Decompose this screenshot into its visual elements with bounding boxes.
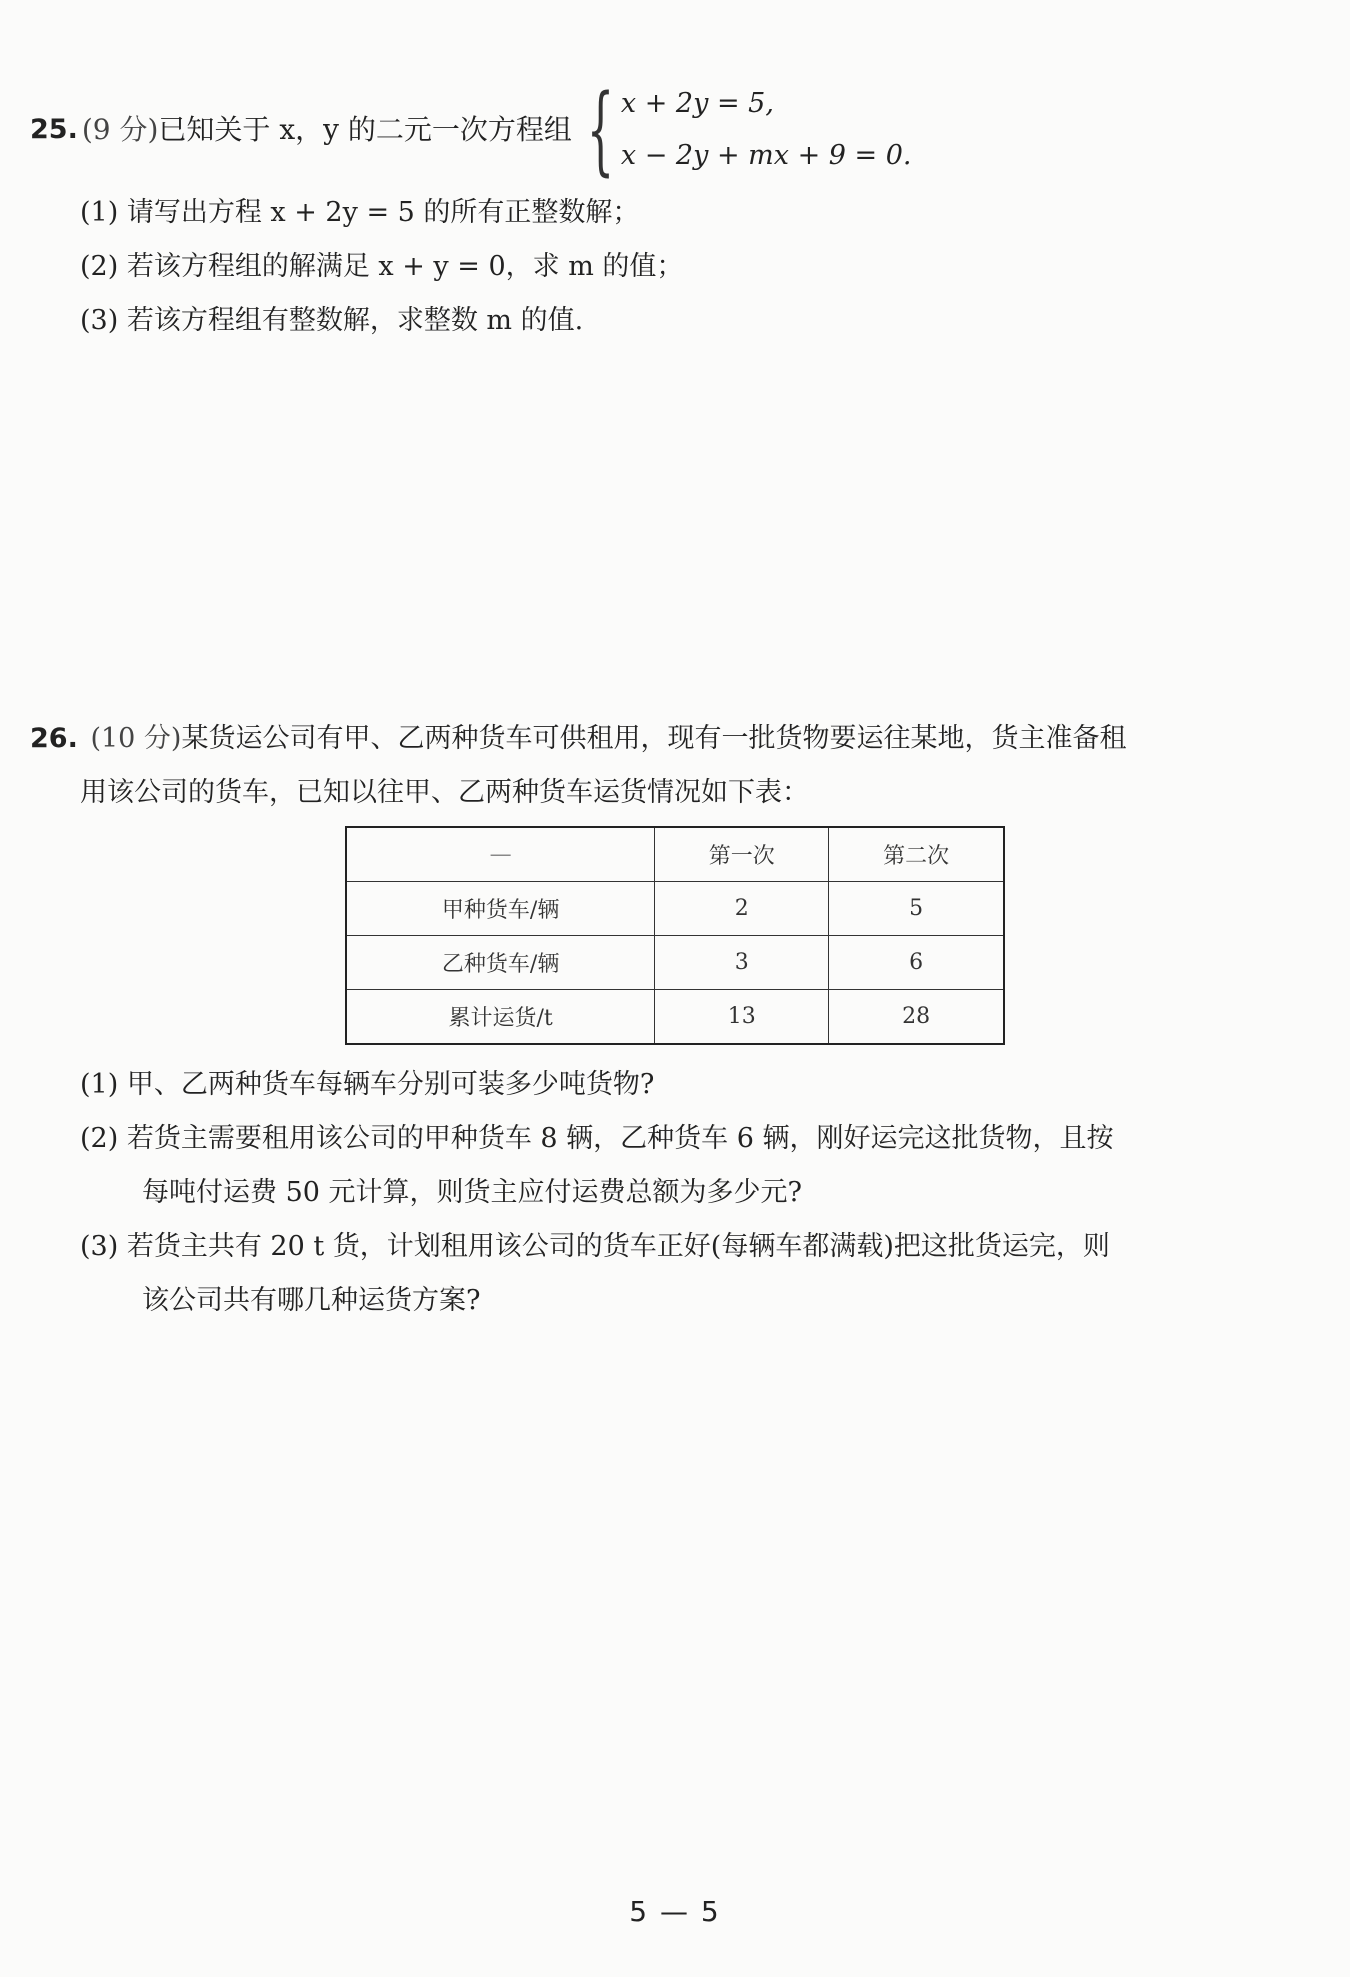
question-26	[30, 712, 1290, 820]
question-stem-line-1: 某货运公司有甲、乙两种货车可供租用，现有一批货物要运往某地，货主准备租	[181, 723, 1127, 754]
sub-question-2-continued: 每吨付运费 50 元计算，则货主应付运费总额为多少元?	[142, 1177, 802, 1208]
question-score: (9 分)	[81, 113, 159, 146]
left-brace-icon: {	[586, 74, 615, 186]
table-header-cell: 第一次	[655, 827, 829, 882]
table-cell: 甲种货车/辆	[346, 882, 655, 936]
question-25	[30, 74, 1290, 348]
table-cell: 5	[829, 882, 1004, 936]
table-cell: 6	[829, 936, 1004, 990]
equation-2: x − 2y + mx + 9 = 0.	[620, 140, 912, 171]
table-row	[346, 936, 1004, 990]
sub-question-3-continued: 该公司共有哪几种运货方案?	[142, 1285, 481, 1316]
sub-question-2: (2) 若该方程组的解满足 x + y = 0，求 m 的值；	[80, 251, 684, 282]
table-cell: 3	[655, 936, 829, 990]
table-header-row	[346, 827, 1004, 882]
table-cell: 累计运货/t	[346, 990, 655, 1045]
table-cell: 2	[655, 882, 829, 936]
question-stem-line-2: 用该公司的货车，已知以往甲、乙两种货车运货情况如下表：	[80, 777, 809, 808]
question-score: (10 分)	[90, 723, 182, 754]
table-header-cell: —	[346, 827, 655, 882]
table-cell: 乙种货车/辆	[346, 936, 655, 990]
sub-question-3: (3) 若货主共有 20 t 货，计划租用该公司的货车正好(每辆车都满载)把这批货运完，则	[80, 1231, 1110, 1262]
table-row	[346, 990, 1004, 1045]
sub-question-1: (1) 甲、乙两种货车每辆车分别可装多少吨货物?	[80, 1069, 655, 1100]
question-25-stem	[30, 74, 1290, 186]
question-stem: 已知关于 x，y 的二元一次方程组	[158, 113, 572, 146]
sub-question-1: (1) 请写出方程 x + 2y = 5 的所有正整数解；	[80, 197, 640, 228]
table-cell: 28	[829, 990, 1004, 1045]
sub-question-3: (3) 若该方程组有整数解，求整数 m 的值.	[80, 305, 584, 336]
question-26-parts	[30, 1058, 1290, 1328]
table-cell: 13	[655, 990, 829, 1045]
table-header-cell: 第二次	[829, 827, 1004, 882]
sub-question-2: (2) 若货主需要租用该公司的甲种货车 8 辆，乙种货车 6 辆，刚好运完这批货物，且按	[80, 1123, 1114, 1154]
equation-system	[576, 74, 912, 186]
equation-1: x + 2y = 5,	[620, 88, 774, 119]
page-number: 5 — 5	[629, 1895, 721, 1928]
question-number: 25.	[30, 114, 78, 145]
cargo-table	[345, 826, 1005, 1045]
question-number: 26.	[30, 723, 78, 754]
table-row	[346, 882, 1004, 936]
